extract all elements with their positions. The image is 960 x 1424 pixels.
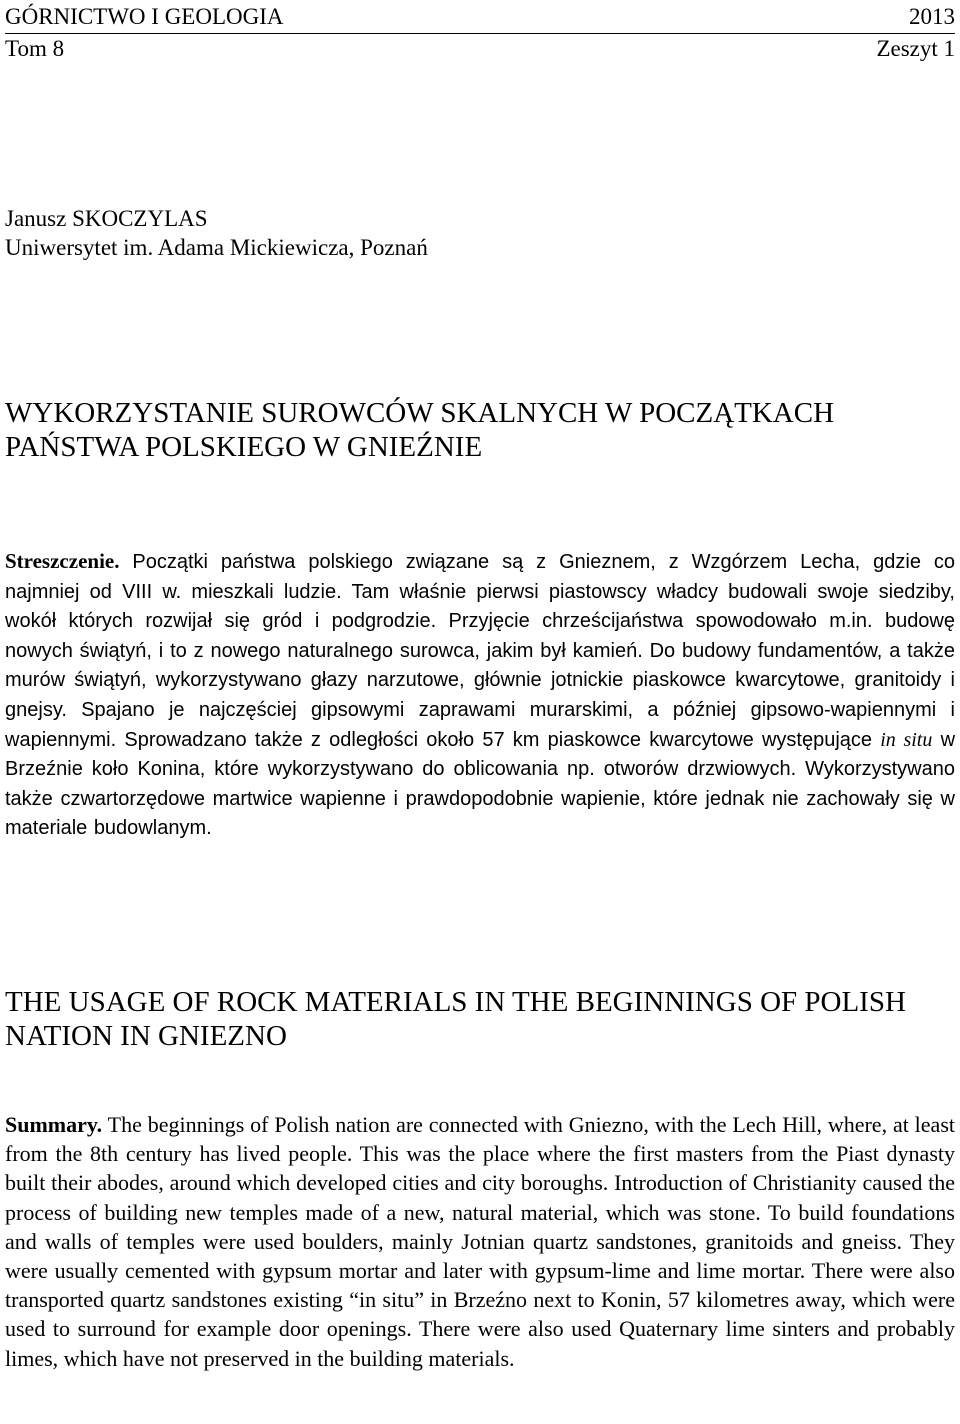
- title-polish-line-1: WYKORZYSTANIE SUROWCÓW SKALNYCH W POCZĄTKACH: [5, 397, 835, 429]
- title-polish: [5, 396, 955, 464]
- abstract-english-text: The beginnings of Polish nation are connected with Gniezno, with the Lech Hill, where, at least from the 8th century has lived people. This was the place where the first masters from the Piast dynasty built their abodes, around which developed cities and city boroughs. Introduction of Christianity caused the process of building new temples made of a new, natural material, which was stone. To build foundations and walls of temples were used boulders, mainly Jotnian quartz sandstones, granitoids and gneiss. They were usually cemented with gypsum mortar and later with gypsum-lime and lime mortar. There were also transported quartz sandstones existing “in situ” in Brzeźno next to Konin, 57 kilometres away, which were used to surround for example door openings. There were also used Quaternary lime sinters and probably limes, which have not preserved in the building materials.: [5, 1112, 955, 1371]
- article-page: [5, 0, 956, 1371]
- title-english-line-2: NATION IN GNIEZNO: [5, 1020, 287, 1052]
- title-polish-line-2: PAŃSTWA POLSKIEGO W GNIEŹNIE: [5, 431, 483, 463]
- title-english: [5, 985, 955, 1053]
- abstract-polish-text-1: Początki państwa polskiego związane są z Gnieznem, z Wzgórzem Lecha, gdzie co najmniej od VIII w. mieszkali ludzie. Tam właśnie pierwsi piastowscy władcy budowali swoje siedziby, wokół których rozwijał się gród i podgrodzie. Przyjęcie chrześcijaństwa spowodowało m.in. budowę nowych świątyń, i to z nowego naturalnego surowca, jakim był kamień. Do budowy fundamentów, a także murów świątyń, wykorzystywano głazy narzutowe, głównie jotnickie piaskowce kwarcytowe, granitoidy i gnejsy. Spajano je najczęściej gipsowymi zaprawami murarskimi, a później gipsowo-wapiennymi i wapiennymi. Sprowadzano także z odległości około 57 km piaskowce kwarcytowe występujące: [5, 551, 955, 751]
- journal-year: 2013: [909, 4, 955, 29]
- abstract-english: [5, 1110, 955, 1373]
- abstract-polish: [5, 547, 955, 844]
- author-affiliation: Uniwersytet im. Adama Mickiewicza, Poznań: [5, 235, 428, 260]
- author-name: Janusz SKOCZYLAS: [5, 206, 208, 231]
- abstract-english-label: Summary.: [5, 1112, 103, 1137]
- abstract-polish-text-2: w Brzeźnie koło Konina, które wykorzystywano do oblicowania np. otworów drzwiowych. Wykorzystywano także czwartorzędowe martwice wapienne i prawdopodobnie wapienie, które jednak nie zachowały się w materiale budowlanym.: [5, 728, 956, 840]
- volume-label: Tom 8: [5, 36, 65, 61]
- abstract-polish-italic: in situ: [880, 728, 933, 751]
- author-block: [5, 204, 428, 262]
- title-english-line-1: THE USAGE OF ROCK MATERIALS IN THE BEGINNINGS OF POLISH: [5, 986, 906, 1018]
- journal-name: GÓRNICTWO I GEOLOGIA: [5, 4, 284, 29]
- journal-header: [5, 2, 955, 34]
- volume-header: [5, 34, 955, 64]
- abstract-polish-label: Streszczenie.: [5, 549, 120, 573]
- issue-label: Zeszyt 1: [876, 36, 955, 61]
